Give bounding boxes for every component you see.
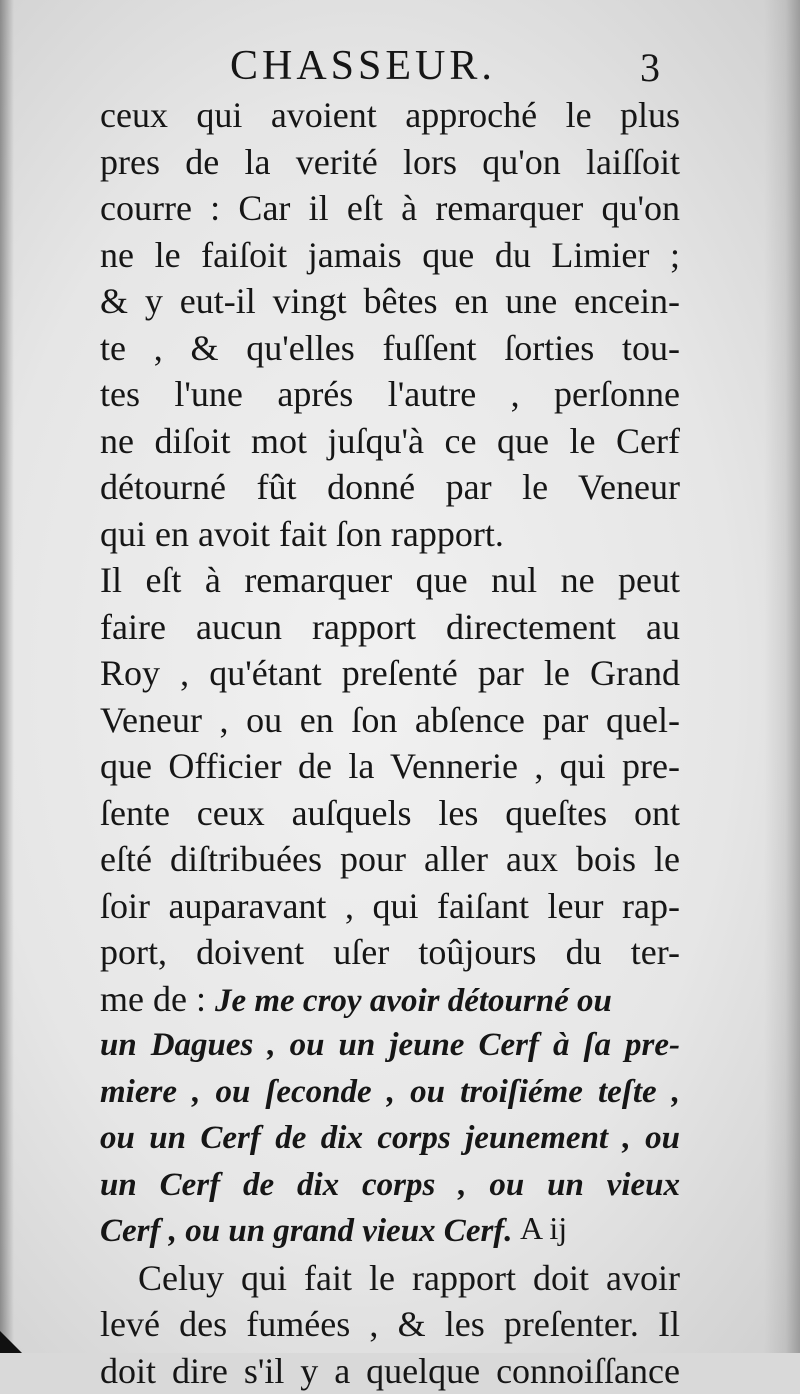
text-line: port, doivent uſer toûjours du ter- — [100, 929, 680, 976]
text-line: détourné fût donné par le Veneur — [100, 464, 680, 511]
text-line: que Officier de la Vennerie , qui pre- — [100, 743, 680, 790]
italic-line: miere , ou ſeconde , ou troiſiéme teſte , — [100, 1069, 680, 1116]
page-edge-shadow — [764, 0, 800, 1353]
text-line: ſente ceux auſquels les queſtes ont — [100, 790, 680, 837]
text-line: te , & qu'elles fuſſent ſorties tou- — [100, 325, 680, 372]
page-number: 3 — [640, 44, 660, 91]
text-line: pres de la verité lors qu'on laiſſoit — [100, 139, 680, 186]
italic-line: Cerf , ou un grand vieux Cerf. — [100, 1208, 680, 1255]
text-line: courre : Car il eſt à remarquer qu'on — [100, 185, 680, 232]
text-line: ceux qui avoient approché le plus — [100, 92, 680, 139]
text-line: faire aucun rapport directement au — [100, 604, 680, 651]
signature-mark: A ij — [520, 1210, 567, 1247]
text-line — [100, 976, 680, 1023]
text-line: ne le faiſoit jamais que du Limier ; — [100, 232, 680, 279]
text-line: ne diſoit mot juſqu'à ce que le Cerf — [100, 418, 680, 465]
page-gutter-shadow — [0, 0, 14, 1353]
text-line: qui en avoit fait ſon rapport. — [100, 511, 680, 558]
text-line: levé des fumées , & les preſenter. Il — [100, 1301, 680, 1348]
text-line: tes l'une aprés l'autre , perſonne — [100, 371, 680, 418]
body-text — [100, 92, 680, 1394]
italic-line: un Cerf de dix corps , ou un vieux — [100, 1162, 680, 1209]
running-head: CHASSEUR. — [230, 42, 496, 90]
page-corner — [0, 1331, 22, 1353]
text-line: Roy , qu'étant preſenté par le Grand — [100, 650, 680, 697]
text-line: doit dire s'il y a quelque connoiſſance — [100, 1348, 680, 1394]
italic-line: ou un Cerf de dix corps jeunement , ou — [100, 1115, 680, 1162]
italic-line: un Dagues , ou un jeune Cerf à ſa pre- — [100, 1022, 680, 1069]
text-line: & y eut-il vingt bêtes en une encein- — [100, 278, 680, 325]
text-line: Veneur , ou en ſon abſence par quel- — [100, 697, 680, 744]
text-line: Il eſt à remarquer que nul ne peut — [100, 557, 680, 604]
text-line: Celuy qui fait le rapport doit avoir — [100, 1255, 680, 1302]
italic-text: Je me croy avoir détourné ou — [215, 983, 612, 1019]
text-line: eſté diſtribuées pour aller aux bois le — [100, 836, 680, 883]
text-span: me de : — [100, 979, 206, 1019]
text-line: ſoir auparavant , qui faiſant leur rap- — [100, 883, 680, 930]
